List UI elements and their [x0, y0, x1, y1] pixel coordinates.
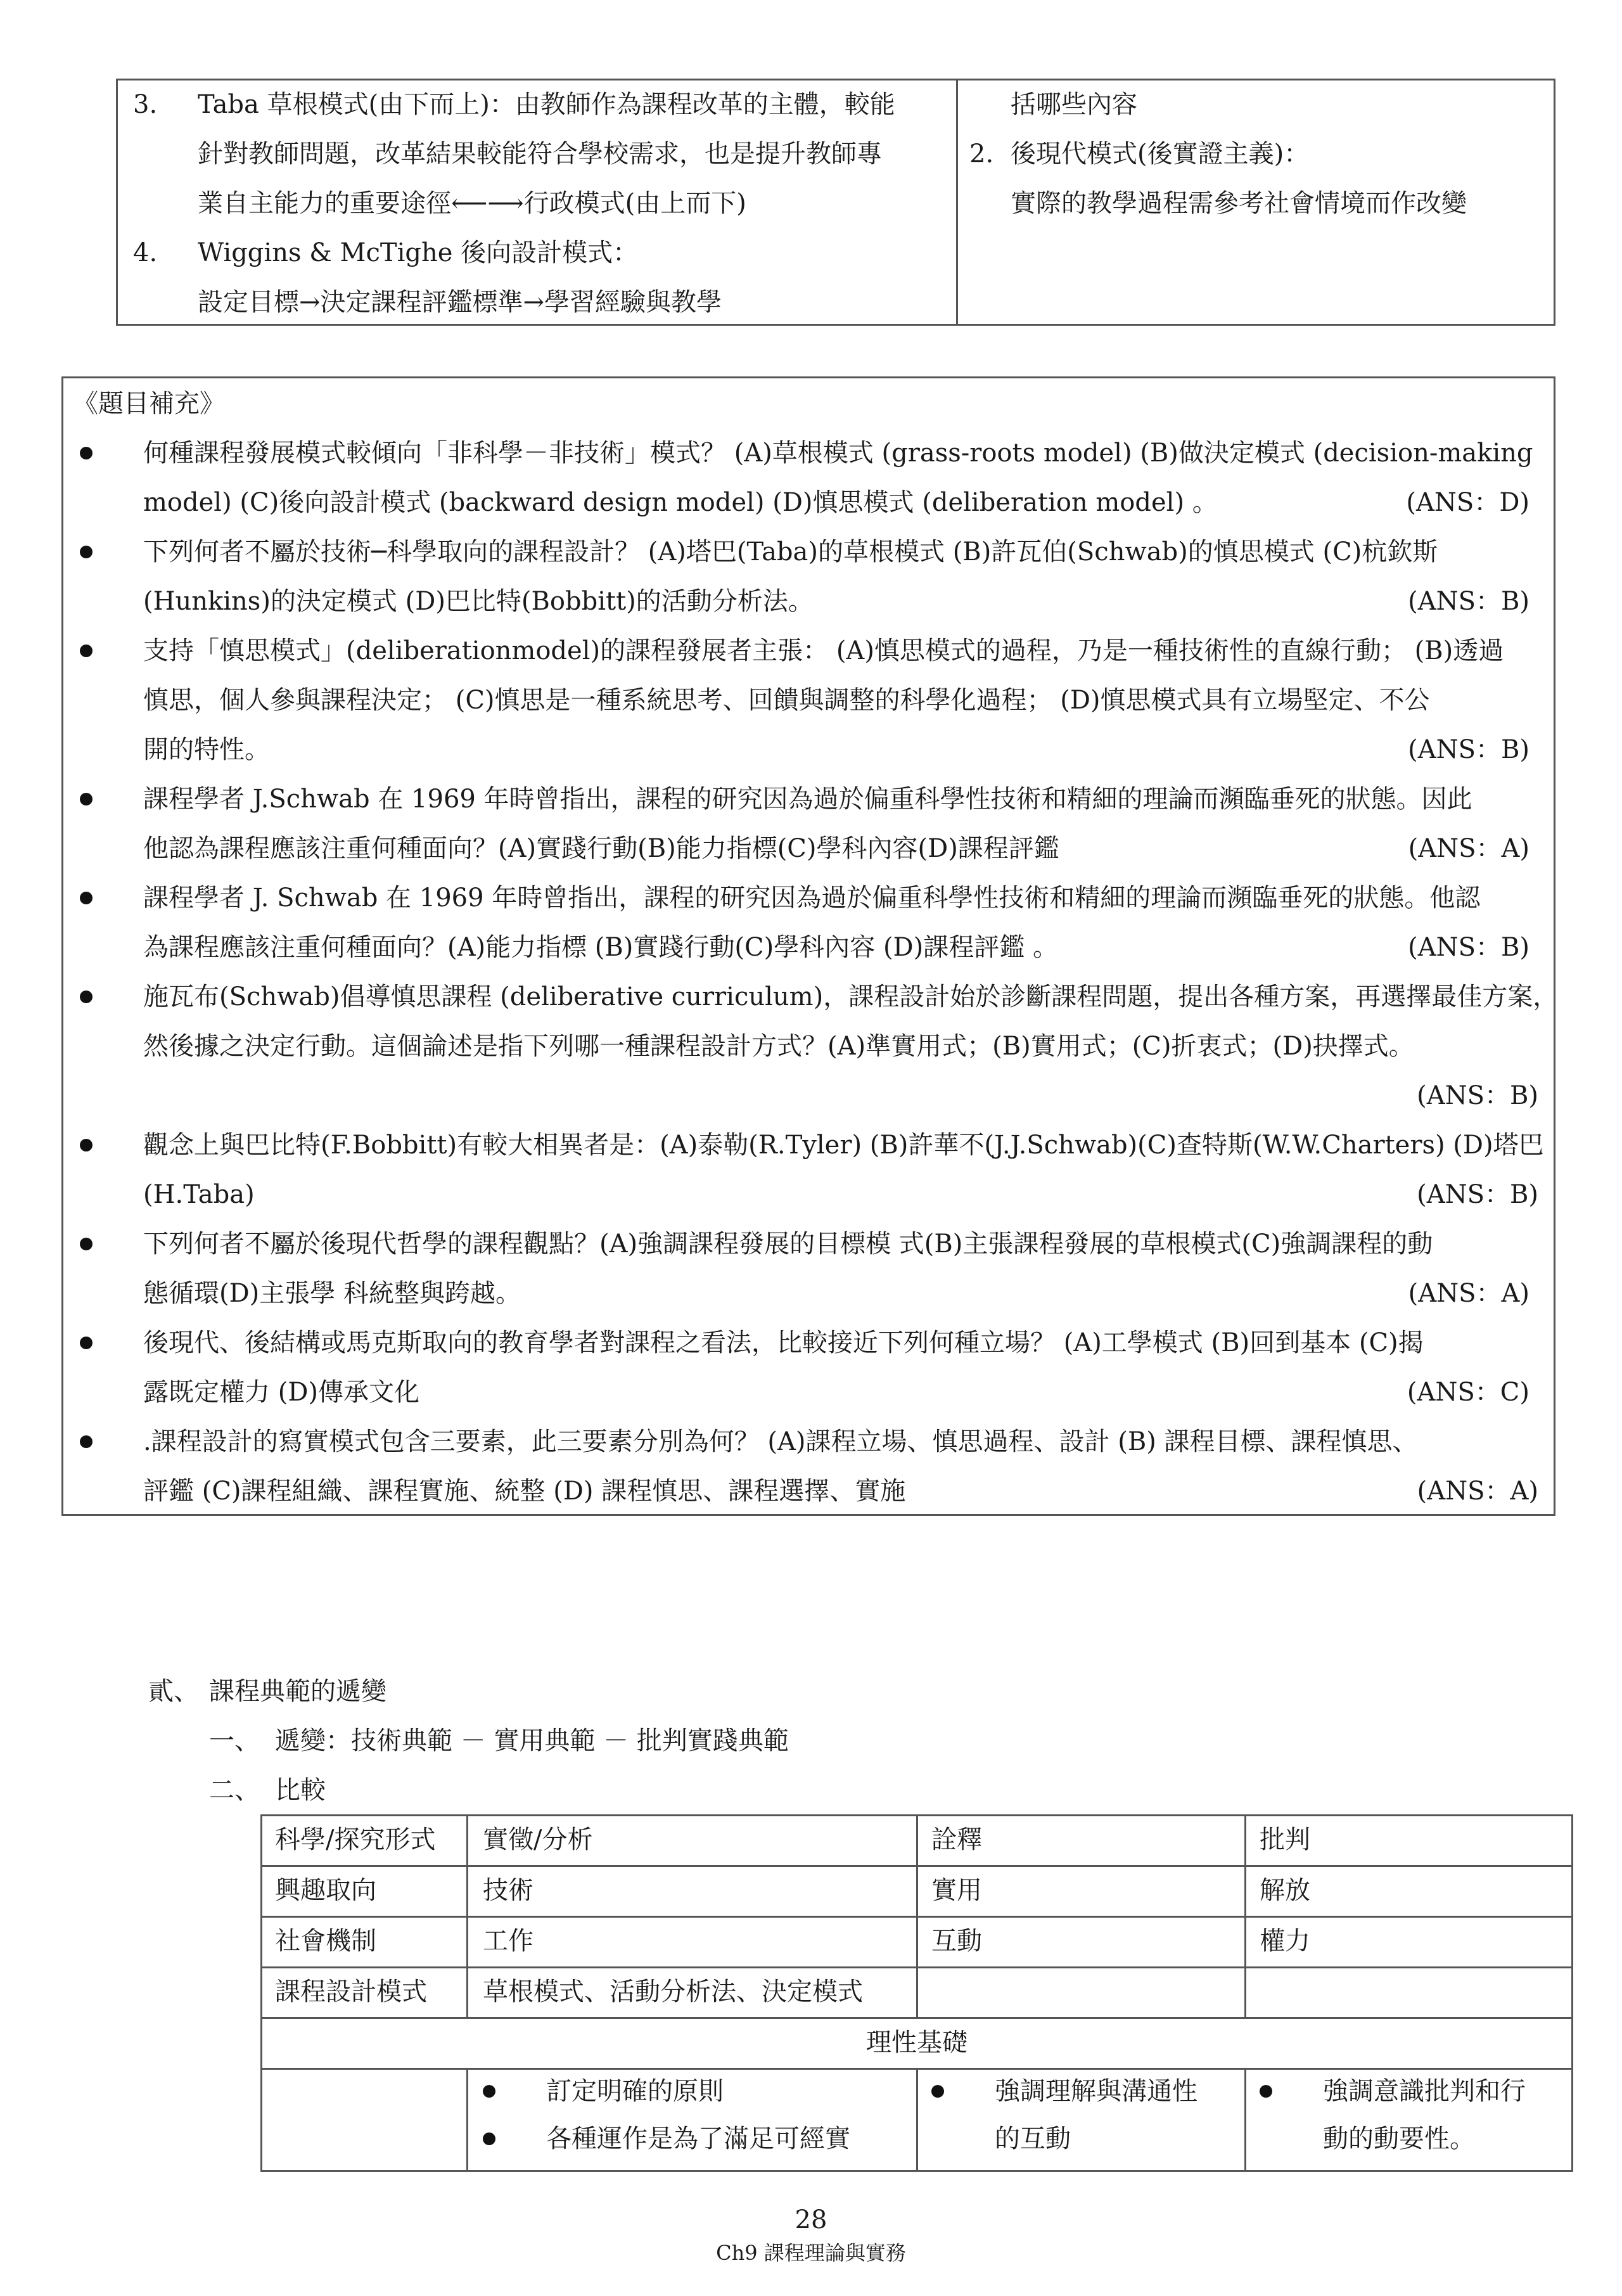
bullet-icon — [483, 2132, 495, 2145]
question-line: 態循環(D)主張學 科統整與跨越。 — [143, 1279, 521, 1308]
answer-label: (ANS：B) — [1417, 1081, 1538, 1110]
question-line: 下列何者不屬於後現代哲學的課程觀點？(A)強調課程發展的目標模 式(B)主張課程發展的草根模式(C)強調課程的動 — [143, 1229, 1433, 1259]
question-line: 為課程應該注重何種面向？(A)能力指標 (B)實踐行動(C)學科內容 (D)課程評鑑 。 — [143, 933, 1058, 962]
top-left-text: Taba 草根模式(由下而上)：由教師作為課程改革的主體，較能 — [198, 90, 895, 119]
basis-text: 動的動要性。 — [1323, 2124, 1475, 2153]
top-right-text: 實際的教學過程需參考社會情境而作改變 — [1011, 189, 1467, 218]
basis-text: 強調意識批判和行 — [1323, 2077, 1526, 2106]
question-line: 慎思，個人參與課程決定； (C)慎思是一種系統思考、回饋與調整的科學化過程； (D)慎思模式具有立場堅定、不公 — [143, 686, 1430, 715]
bullet-icon — [931, 2085, 944, 2098]
top-right-text: 後現代模式(後實證主義)： — [1011, 139, 1310, 169]
table-cell: 工作 — [483, 1927, 533, 1956]
bullet-icon — [80, 1337, 93, 1349]
question-line: (Hunkins)的決定模式 (D)巴比特(Bobbitt)的活動分析法。 — [143, 587, 814, 616]
top-left-num: 3. — [133, 90, 158, 119]
chapter-label: Ch9 課程理論與實務 — [716, 2241, 906, 2265]
question-line: 觀念上與巴比特(F.Bobbitt)有較大相異者是：(A)泰勒(R.Tyler) (B)許華不(J.J.Schwab)(C)查特斯(W.W.Charters) (D)塔巴 — [143, 1131, 1544, 1160]
bullet-icon — [80, 1238, 93, 1250]
table-cell: 技術 — [483, 1876, 533, 1905]
answer-label: (ANS：A) — [1408, 834, 1529, 863]
subsection-number: 一、 — [209, 1726, 260, 1755]
col-divider — [916, 1814, 918, 2017]
top-right-text: 括哪些內容 — [1011, 90, 1137, 119]
question-line: 評鑑 (C)課程組織、課程實施、統整 (D) 課程慎思、課程選擇、實施 — [143, 1477, 906, 1506]
table-cell: 解放 — [1260, 1876, 1310, 1905]
top-left-text: 業自主能力的重要途徑⟵⟶行政模式(由上而下) — [198, 189, 746, 218]
bullet-icon — [80, 645, 93, 657]
top-left-num: 4. — [133, 238, 158, 267]
question-line: 課程學者 J. Schwab 在 1969 年時曾指出，課程的研究因為過於偏重科學性技術和精細的理論而瀕臨垂死的狀態。他認 — [143, 883, 1481, 913]
bullet-icon — [483, 2085, 495, 2098]
section-number: 貳、 — [148, 1677, 199, 1706]
question-line: 課程學者 J.Schwab 在 1969 年時曾指出，課程的研究因為過於偏重科學性技術和精細的理論而瀕臨垂死的狀態。因此 — [143, 785, 1472, 814]
answer-label: (ANS：A) — [1417, 1477, 1538, 1506]
merged-header: 理性基礎 — [866, 2028, 967, 2057]
col-divider — [1244, 2068, 1246, 2172]
table-cell: 批判 — [1260, 1825, 1310, 1854]
question-line: 他認為課程應該注重何種面向？(A)實踐行動(B)能力指標(C)學科內容(D)課程評鑑 — [143, 834, 1059, 863]
bullet-icon — [1260, 2085, 1272, 2098]
bullet-icon — [80, 447, 93, 459]
top-left-text: 針對教師問題，改革結果較能符合學校需求，也是提升教師專 — [198, 139, 882, 169]
supplement-title: 《題目補充》 — [73, 389, 225, 418]
table-cell: 實用 — [931, 1876, 982, 1905]
table-cell: 社會機制 — [275, 1927, 376, 1956]
col-divider — [916, 2068, 918, 2172]
top-table-divider — [956, 79, 958, 326]
table-cell: 詮釋 — [931, 1825, 982, 1854]
question-line: .課程設計的寫實模式包含三要素，此三要素分別為何？ (A)課程立場、慎思過程、設計 (B) 課程目標、課程慎思、 — [143, 1427, 1418, 1456]
top-left-text: Wiggins & McTighe 後向設計模式： — [198, 238, 639, 267]
table-cell: 課程設計模式 — [275, 1977, 427, 2006]
question-line: 何種課程發展模式較傾向「非科學－非技術」模式？ (A)草根模式 (grass-roots model) (B)做決定模式 (decision-making — [143, 439, 1533, 468]
answer-label: (ANS：B) — [1408, 933, 1529, 962]
table-cell: 科學/探究形式 — [275, 1825, 436, 1854]
question-line: 後現代、後結構或馬克斯取向的教育學者對課程之看法，比較接近下列何種立場？ (A)工學模式 (B)回到基本 (C)揭 — [143, 1328, 1424, 1357]
subsection-text: 遞變：技術典範 － 實用典範 － 批判實踐典範 — [275, 1726, 789, 1755]
bullet-icon — [80, 1139, 93, 1151]
question-line: (H.Taba) — [143, 1180, 255, 1209]
section-title: 課程典範的遞變 — [209, 1677, 386, 1706]
question-line: 露既定權力 (D)傳承文化 — [143, 1378, 419, 1407]
col-divider — [466, 1814, 468, 2017]
answer-label: (ANS：B) — [1417, 1180, 1538, 1209]
question-line: 下列何者不屬於技術─科學取向的課程設計？ (A)塔巴(Taba)的草根模式 (B)許瓦伯(Schwab)的慎思模式 (C)杭欽斯 — [143, 537, 1438, 567]
subsection-text: 比較 — [275, 1776, 326, 1805]
answer-label: (ANS：D) — [1406, 488, 1529, 517]
table-cell: 實徵/分析 — [483, 1825, 593, 1854]
basis-text: 的互動 — [995, 2124, 1071, 2153]
basis-text: 訂定明確的原則 — [546, 2077, 724, 2106]
question-line: model) (C)後向設計模式 (backward design model) (D)慎思模式 (deliberation model) 。 — [143, 488, 1218, 517]
row-divider — [260, 2017, 1573, 2019]
answer-label: (ANS：B) — [1408, 735, 1529, 764]
question-line: 然後據之決定行動。這個論述是指下列哪一種課程設計方式？(A)準實用式；(B)實用式；(C)折衷式；(D)抉擇式。 — [143, 1032, 1414, 1061]
basis-text: 強調理解與溝通性 — [995, 2077, 1197, 2106]
bullet-icon — [80, 793, 93, 805]
col-divider — [1244, 1814, 1246, 2017]
bullet-icon — [80, 546, 93, 558]
question-line: 施瓦布(Schwab)倡導慎思課程 (deliberative curriculum)，課程設計始於診斷課程問題，提出各種方案，再選擇最佳方案， — [143, 982, 1559, 1011]
page-number: 28 — [795, 2205, 827, 2235]
question-line: 開的特性。 — [143, 735, 270, 764]
col-divider — [466, 2068, 468, 2172]
bullet-icon — [80, 991, 93, 1003]
answer-label: (ANS：A) — [1408, 1279, 1529, 1308]
subsection-number: 二、 — [209, 1776, 260, 1805]
basis-text: 各種運作是為了滿足可經實 — [546, 2124, 850, 2153]
bullet-icon — [80, 892, 93, 904]
answer-label: (ANS：C) — [1407, 1378, 1529, 1407]
question-line: 支持「慎思模式」(deliberationmodel)的課程發展者主張： (A)慎思模式的過程，乃是一種技術性的直線行動； (B)透過 — [143, 636, 1504, 665]
top-left-text: 設定目標→決定課程評鑑標準→學習經驗與教學 — [198, 288, 722, 317]
table-cell: 草根模式、活動分析法、決定模式 — [483, 1977, 863, 2006]
table-cell: 興趣取向 — [275, 1876, 376, 1905]
table-cell: 互動 — [931, 1927, 982, 1956]
top-right-num: 2. — [969, 139, 994, 169]
bullet-icon — [80, 1435, 93, 1448]
table-cell: 權力 — [1260, 1927, 1310, 1956]
answer-label: (ANS：B) — [1408, 587, 1529, 616]
